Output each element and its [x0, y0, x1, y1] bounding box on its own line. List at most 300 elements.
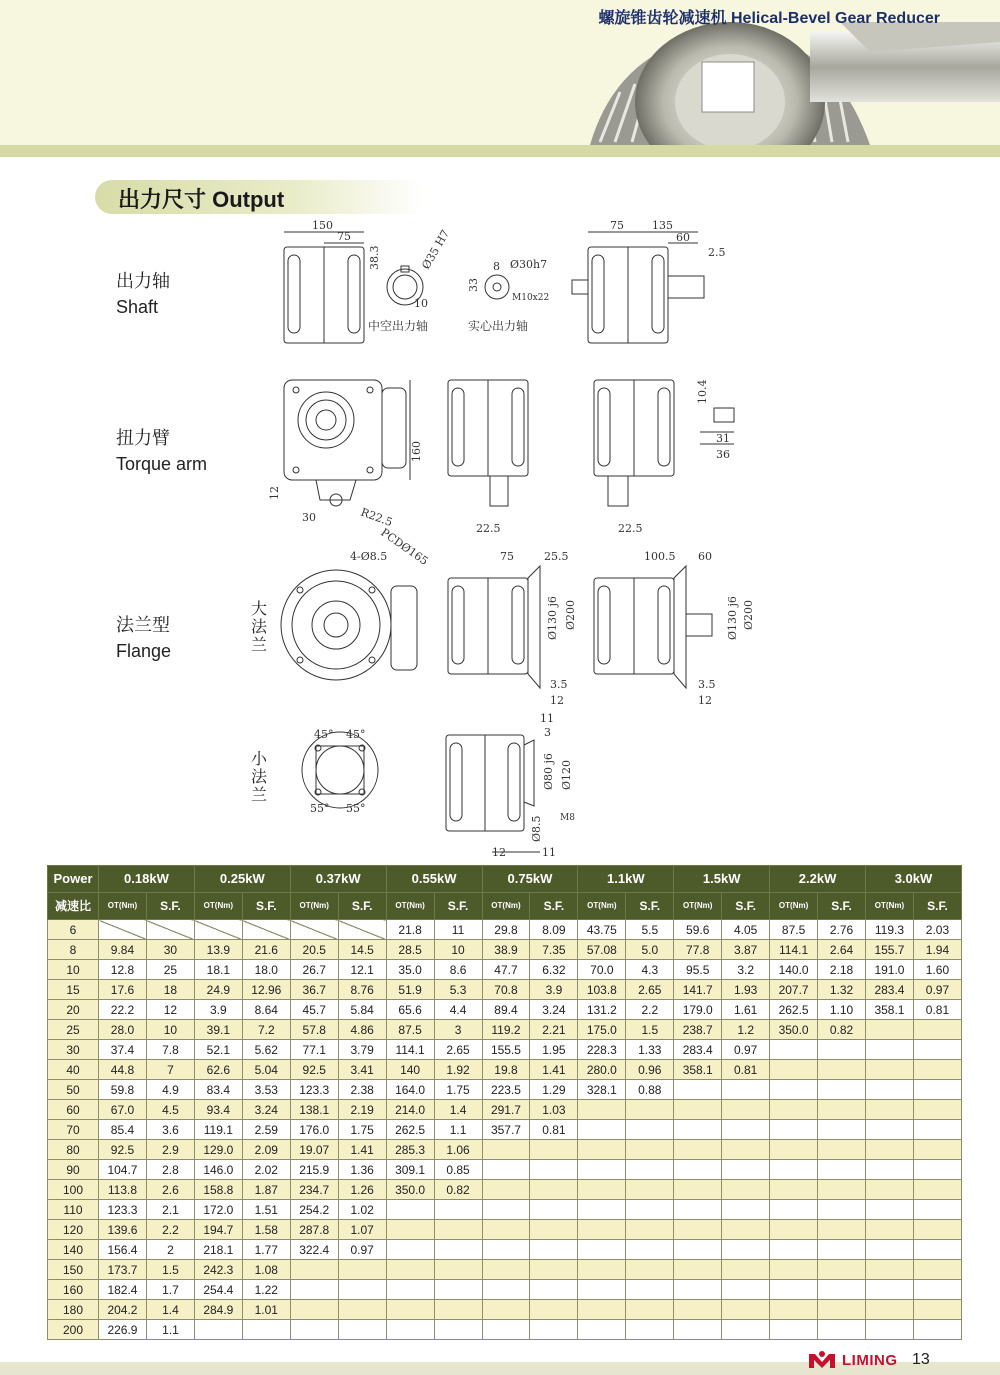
ot-cell: [770, 1200, 818, 1220]
ot-cell: 262.5: [386, 1120, 434, 1140]
ot-cell: 226.9: [99, 1320, 147, 1340]
ratio-cell: 90: [48, 1160, 99, 1180]
sf-cell: [626, 1300, 674, 1320]
sf-cell: 1.93: [722, 980, 770, 1000]
sf-cell: 3.9: [530, 980, 578, 1000]
ot-cell: 262.5: [770, 1000, 818, 1020]
angle-45b: 45°: [346, 728, 366, 741]
small-flange-char: 法: [250, 767, 267, 786]
ot-cell: 328.1: [578, 1080, 626, 1100]
ot-cell: 139.6: [99, 1220, 147, 1240]
table-row: [48, 1040, 962, 1060]
ot-cell: [866, 1320, 914, 1340]
dim-f60: 60: [698, 550, 712, 563]
sf-cell: 3: [434, 1020, 482, 1040]
sf-cell: [913, 1320, 961, 1340]
ot-cell: 140: [386, 1060, 434, 1080]
sf-cell: 18: [146, 980, 194, 1000]
sf-cell: [626, 1140, 674, 1160]
sf-cell: 0.85: [434, 1160, 482, 1180]
sf-cell: [338, 1320, 386, 1340]
ot-cell: 87.5: [386, 1020, 434, 1040]
dim-f3-5: 3.5: [550, 678, 568, 691]
ratio-cell: 50: [48, 1080, 99, 1100]
ot-cell: 95.5: [674, 960, 722, 980]
technical-drawings: [0, 215, 1000, 860]
ot-cell: 164.0: [386, 1080, 434, 1100]
sf-cell: [626, 1100, 674, 1120]
ot-cell: 280.0: [578, 1060, 626, 1080]
dim-38-3: 38.3: [368, 245, 381, 270]
dim-f12b: 12: [698, 694, 712, 707]
ratio-cell: 20: [48, 1000, 99, 1020]
dim-s120: Ø120: [560, 759, 573, 790]
sf-cell: 1.87: [242, 1180, 290, 1200]
ot-cell: [770, 1260, 818, 1280]
ot-cell: [674, 1080, 722, 1100]
ratio-cell: 200: [48, 1320, 99, 1340]
ot-cell: [674, 1220, 722, 1240]
dim-60: 60: [676, 231, 690, 244]
page-number: 13: [912, 1351, 930, 1368]
ot-cell: [866, 1260, 914, 1280]
ot-cell: [290, 1300, 338, 1320]
dim-r22-5: R22.5: [358, 505, 395, 530]
ratio-cell: 80: [48, 1140, 99, 1160]
dim-f200: Ø200: [564, 599, 577, 630]
ratio-cell: 100: [48, 1180, 99, 1200]
ot-cell: 119.1: [194, 1120, 242, 1140]
table-row: [48, 1060, 962, 1080]
ot-cell: 62.6: [194, 1060, 242, 1080]
sf-cell: [434, 1300, 482, 1320]
dim-holes: 4-Ø8.5: [350, 550, 388, 563]
ot-cell: 114.1: [386, 1040, 434, 1060]
sf-cell: [818, 1260, 866, 1280]
torque-arm-label-en: Torque arm: [116, 454, 208, 474]
big-flange-char: 法: [250, 617, 267, 636]
small-flange-char: 兰: [250, 785, 267, 804]
sf-cell: [434, 1260, 482, 1280]
sf-cell: [818, 1060, 866, 1080]
ot-cell: 13.9: [194, 940, 242, 960]
ot-cell: 47.7: [482, 960, 530, 980]
sf-cell: [530, 1220, 578, 1240]
ot-cell: 138.1: [290, 1100, 338, 1120]
ot-cell: 39.1: [194, 1020, 242, 1040]
header-power-col: 0.37kW: [290, 866, 386, 893]
sf-cell: 1.33: [626, 1040, 674, 1060]
sf-cell: 4.05: [722, 920, 770, 940]
ot-cell: [386, 1240, 434, 1260]
sf-cell: [913, 1100, 961, 1120]
sf-cell: [530, 1320, 578, 1340]
ot-cell: 83.4: [194, 1080, 242, 1100]
sf-cell: 3.87: [722, 940, 770, 960]
ot-cell: [770, 1320, 818, 1340]
header-sf: S.F.: [913, 893, 961, 920]
ot-cell: 179.0: [674, 1000, 722, 1020]
sf-cell: [818, 1240, 866, 1260]
sf-cell: 5.5: [626, 920, 674, 940]
sf-cell: [530, 1180, 578, 1200]
table-row: [48, 1120, 962, 1140]
sf-cell: [818, 1320, 866, 1340]
ot-cell: 92.5: [290, 1060, 338, 1080]
dim-10: 10: [414, 297, 428, 310]
header-sf: S.F.: [146, 893, 194, 920]
sf-cell: 0.82: [434, 1180, 482, 1200]
sf-cell: 1.1: [146, 1320, 194, 1340]
ratio-cell: 6: [48, 920, 99, 940]
sf-cell: 0.82: [818, 1020, 866, 1040]
sf-cell: [913, 1180, 961, 1200]
ot-cell: [482, 1260, 530, 1280]
ot-cell: [674, 1280, 722, 1300]
ot-cell: 357.7: [482, 1120, 530, 1140]
ot-cell: [290, 1260, 338, 1280]
sf-cell: 2.8: [146, 1160, 194, 1180]
sf-cell: 0.97: [722, 1040, 770, 1060]
dim-31: 31: [716, 432, 730, 445]
ot-cell: 36.7: [290, 980, 338, 1000]
ot-cell: 92.5: [99, 1140, 147, 1160]
ot-cell: [770, 1060, 818, 1080]
sf-cell: 4.3: [626, 960, 674, 980]
sf-cell: 1.29: [530, 1080, 578, 1100]
sf-cell: 2.59: [242, 1120, 290, 1140]
sf-cell: 4.5: [146, 1100, 194, 1120]
sf-cell: [913, 1060, 961, 1080]
sf-cell: 10: [434, 940, 482, 960]
ot-cell: [866, 1040, 914, 1060]
ot-cell: [770, 1120, 818, 1140]
sf-cell: 1.41: [530, 1060, 578, 1080]
sf-cell: 1.58: [242, 1220, 290, 1240]
dim-f200b: Ø200: [742, 599, 755, 630]
liming-logo-icon: [807, 1350, 837, 1370]
ot-cell: 285.3: [386, 1140, 434, 1160]
ot-cell: [386, 1260, 434, 1280]
ot-cell: [482, 1320, 530, 1340]
sf-cell: 4.86: [338, 1020, 386, 1040]
sf-cell: 2.6: [146, 1180, 194, 1200]
ot-cell: [674, 1260, 722, 1280]
table-row: [48, 1320, 962, 1340]
sf-cell: [434, 1220, 482, 1240]
ot-cell: 35.0: [386, 960, 434, 980]
ot-cell: [866, 1020, 914, 1040]
ot-cell: 283.4: [674, 1040, 722, 1060]
ot-cell: [866, 1140, 914, 1160]
ot-cell: 29.8: [482, 920, 530, 940]
dim-s12: 12: [492, 846, 506, 859]
table-row: [48, 1260, 962, 1280]
header-ratio: 减速比: [48, 893, 99, 920]
dim-f130: Ø130 j6: [546, 596, 559, 640]
ot-cell: 215.9: [290, 1160, 338, 1180]
ot-cell: 28.5: [386, 940, 434, 960]
ot-cell: 19.07: [290, 1140, 338, 1160]
ot-cell: 104.7: [99, 1160, 147, 1180]
table-row: [48, 1200, 962, 1220]
ot-cell: [866, 1280, 914, 1300]
sf-cell: [913, 1160, 961, 1180]
sf-cell: 0.88: [626, 1080, 674, 1100]
table-row: [48, 1240, 962, 1260]
ot-cell: 59.8: [99, 1080, 147, 1100]
bevel-gear-image: [580, 22, 1000, 145]
dim-f12: 12: [550, 694, 564, 707]
sf-cell: [434, 1200, 482, 1220]
sf-cell: [338, 1260, 386, 1280]
dim-s11: 11: [540, 712, 554, 725]
ot-cell: [578, 1100, 626, 1120]
sf-cell: 5.3: [434, 980, 482, 1000]
ot-cell: 52.1: [194, 1040, 242, 1060]
sf-cell: 2.18: [818, 960, 866, 980]
dim-f100-5: 100.5: [644, 550, 676, 563]
ot-cell: [770, 1100, 818, 1120]
section-title: 出力尺寸 Output: [118, 187, 285, 212]
ot-cell: 20.5: [290, 940, 338, 960]
torque-arm-label-cn: 扭力臂: [116, 428, 170, 448]
ratio-cell: 8: [48, 940, 99, 960]
sf-cell: [722, 1160, 770, 1180]
sf-cell: [722, 1300, 770, 1320]
sf-cell: [722, 1080, 770, 1100]
sf-cell: [722, 1280, 770, 1300]
sf-cell: 0.96: [626, 1060, 674, 1080]
ot-cell: 28.0: [99, 1020, 147, 1040]
sf-cell: 2.76: [818, 920, 866, 940]
sf-cell: 1.41: [338, 1140, 386, 1160]
header-sf: S.F.: [434, 893, 482, 920]
ot-cell: 129.0: [194, 1140, 242, 1160]
sf-cell: 25: [146, 960, 194, 980]
ot-cell: [770, 1080, 818, 1100]
ot-cell: [482, 1200, 530, 1220]
ot-cell: [290, 1320, 338, 1340]
ot-cell: 57.8: [290, 1020, 338, 1040]
ot-cell: 141.7: [674, 980, 722, 1000]
sf-cell: 1.95: [530, 1040, 578, 1060]
header-sf: S.F.: [818, 893, 866, 920]
table-row: [48, 1220, 962, 1240]
dim-pcd: PCDØ165: [378, 525, 431, 568]
sf-cell: 2.21: [530, 1020, 578, 1040]
ratio-cell: 60: [48, 1100, 99, 1120]
ot-cell: [482, 1140, 530, 1160]
sf-cell: [530, 1240, 578, 1260]
sf-cell: 3.53: [242, 1080, 290, 1100]
big-flange-char: 大: [250, 599, 267, 618]
ratio-cell: 70: [48, 1120, 99, 1140]
ot-cell: 175.0: [578, 1020, 626, 1040]
ot-cell: 140.0: [770, 960, 818, 980]
empty-slash-cell: [99, 920, 147, 940]
sf-cell: 30: [146, 940, 194, 960]
sf-cell: [626, 1280, 674, 1300]
dim-s8-5: Ø8.5: [530, 815, 543, 842]
sf-cell: 1.2: [722, 1020, 770, 1040]
ot-cell: 358.1: [866, 1000, 914, 1020]
ot-cell: 172.0: [194, 1200, 242, 1220]
ot-cell: 228.3: [578, 1040, 626, 1060]
header-sf: S.F.: [530, 893, 578, 920]
ot-cell: 155.5: [482, 1040, 530, 1060]
ot-cell: [770, 1140, 818, 1160]
sf-cell: 1.10: [818, 1000, 866, 1020]
header-power-col: 1.5kW: [674, 866, 770, 893]
header-ot: OT(Nm): [866, 893, 914, 920]
sf-cell: 3.24: [530, 1000, 578, 1020]
sf-cell: 7.8: [146, 1040, 194, 1060]
sf-cell: [818, 1200, 866, 1220]
sf-cell: [530, 1280, 578, 1300]
ot-cell: 114.1: [770, 940, 818, 960]
sf-cell: [530, 1260, 578, 1280]
ot-cell: 309.1: [386, 1160, 434, 1180]
ot-cell: 358.1: [674, 1060, 722, 1080]
header-sf: S.F.: [338, 893, 386, 920]
dim-22-5a: 22.5: [476, 522, 501, 535]
ot-cell: [386, 1200, 434, 1220]
header-ot: OT(Nm): [386, 893, 434, 920]
ot-cell: [770, 1220, 818, 1240]
table-power-header: [48, 866, 962, 893]
ot-cell: [770, 1300, 818, 1320]
sf-cell: 21.6: [242, 940, 290, 960]
ot-cell: 214.0: [386, 1100, 434, 1120]
sf-cell: [626, 1260, 674, 1280]
ot-cell: 218.1: [194, 1240, 242, 1260]
ot-cell: 158.8: [194, 1180, 242, 1200]
sf-cell: [434, 1320, 482, 1340]
dim-8: 8: [493, 260, 500, 273]
dim-22-5b: 22.5: [618, 522, 643, 535]
dim-f130b: Ø130 j6: [726, 596, 739, 640]
ot-cell: 22.2: [99, 1000, 147, 1020]
sf-cell: 0.97: [913, 980, 961, 1000]
ot-cell: [386, 1320, 434, 1340]
ot-cell: 45.7: [290, 1000, 338, 1020]
sf-cell: 1.22: [242, 1280, 290, 1300]
sf-cell: 8.09: [530, 920, 578, 940]
ot-cell: [194, 1320, 242, 1340]
ot-cell: 44.8: [99, 1060, 147, 1080]
sf-cell: [626, 1240, 674, 1260]
ot-cell: 207.7: [770, 980, 818, 1000]
dim-s80: Ø80 j6: [542, 753, 555, 790]
sf-cell: [818, 1100, 866, 1120]
sf-cell: 5.84: [338, 1000, 386, 1020]
ot-cell: 254.2: [290, 1200, 338, 1220]
angle-55a: 55°: [310, 802, 330, 815]
angle-45a: 45°: [314, 728, 334, 741]
sf-cell: [722, 1180, 770, 1200]
sf-cell: 1.06: [434, 1140, 482, 1160]
sf-cell: 12.96: [242, 980, 290, 1000]
sf-cell: 8.6: [434, 960, 482, 980]
ot-cell: 350.0: [770, 1020, 818, 1040]
sf-cell: 1.02: [338, 1200, 386, 1220]
header-ot: OT(Nm): [99, 893, 147, 920]
ot-cell: [482, 1220, 530, 1240]
ot-cell: 146.0: [194, 1160, 242, 1180]
dim-30: 30: [302, 511, 316, 524]
table-row: [48, 920, 962, 940]
ot-cell: [482, 1240, 530, 1260]
sf-cell: 2.65: [434, 1040, 482, 1060]
sf-cell: [818, 1280, 866, 1300]
dim-33: 33: [467, 278, 480, 292]
ot-cell: 87.5: [770, 920, 818, 940]
ratio-cell: 30: [48, 1040, 99, 1060]
sf-cell: [913, 1220, 961, 1240]
sf-cell: [434, 1280, 482, 1300]
ot-cell: [482, 1160, 530, 1180]
header-title: 螺旋锥齿轮减速机 Helical-Bevel Gear Reducer: [598, 10, 940, 27]
ot-cell: 67.0: [99, 1100, 147, 1120]
sf-cell: 1.5: [626, 1020, 674, 1040]
ot-cell: 287.8: [290, 1220, 338, 1240]
ot-cell: 242.3: [194, 1260, 242, 1280]
header-ot: OT(Nm): [770, 893, 818, 920]
ot-cell: [386, 1300, 434, 1320]
sf-cell: [338, 1300, 386, 1320]
ot-cell: 26.7: [290, 960, 338, 980]
empty-slash-cell: [338, 920, 386, 940]
ot-cell: 284.9: [194, 1300, 242, 1320]
sf-cell: [626, 1200, 674, 1220]
dim-s3: 3: [544, 726, 551, 739]
sf-cell: [913, 1260, 961, 1280]
sf-cell: 6.32: [530, 960, 578, 980]
ot-cell: 59.6: [674, 920, 722, 940]
sf-cell: 1.26: [338, 1180, 386, 1200]
sf-cell: [722, 1320, 770, 1340]
ot-cell: [866, 1300, 914, 1320]
sf-cell: 18.0: [242, 960, 290, 980]
table-sub-header: [48, 893, 962, 920]
empty-slash-cell: [242, 920, 290, 940]
flange-label-en: Flange: [116, 641, 172, 661]
ot-cell: 103.8: [578, 980, 626, 1000]
sf-cell: 2.03: [913, 920, 961, 940]
header-power-col: 3.0kW: [866, 866, 962, 893]
sf-cell: 8.64: [242, 1000, 290, 1020]
sf-cell: 7.35: [530, 940, 578, 960]
small-flange-char: 小: [250, 749, 267, 768]
ot-cell: [674, 1200, 722, 1220]
big-flange-char: 兰: [250, 635, 267, 654]
header-ot: OT(Nm): [482, 893, 530, 920]
sf-cell: 1.01: [242, 1300, 290, 1320]
ot-cell: [770, 1240, 818, 1260]
hollow-shaft-label: 中空出力轴: [368, 319, 429, 333]
ot-cell: 204.2: [99, 1300, 147, 1320]
ot-cell: [578, 1280, 626, 1300]
ot-cell: 38.9: [482, 940, 530, 960]
sf-cell: [818, 1220, 866, 1240]
sf-cell: [338, 1280, 386, 1300]
sf-cell: 11: [434, 920, 482, 940]
ot-cell: [866, 1240, 914, 1260]
sf-cell: [626, 1180, 674, 1200]
sf-cell: 2.2: [626, 1000, 674, 1020]
sf-cell: [722, 1200, 770, 1220]
